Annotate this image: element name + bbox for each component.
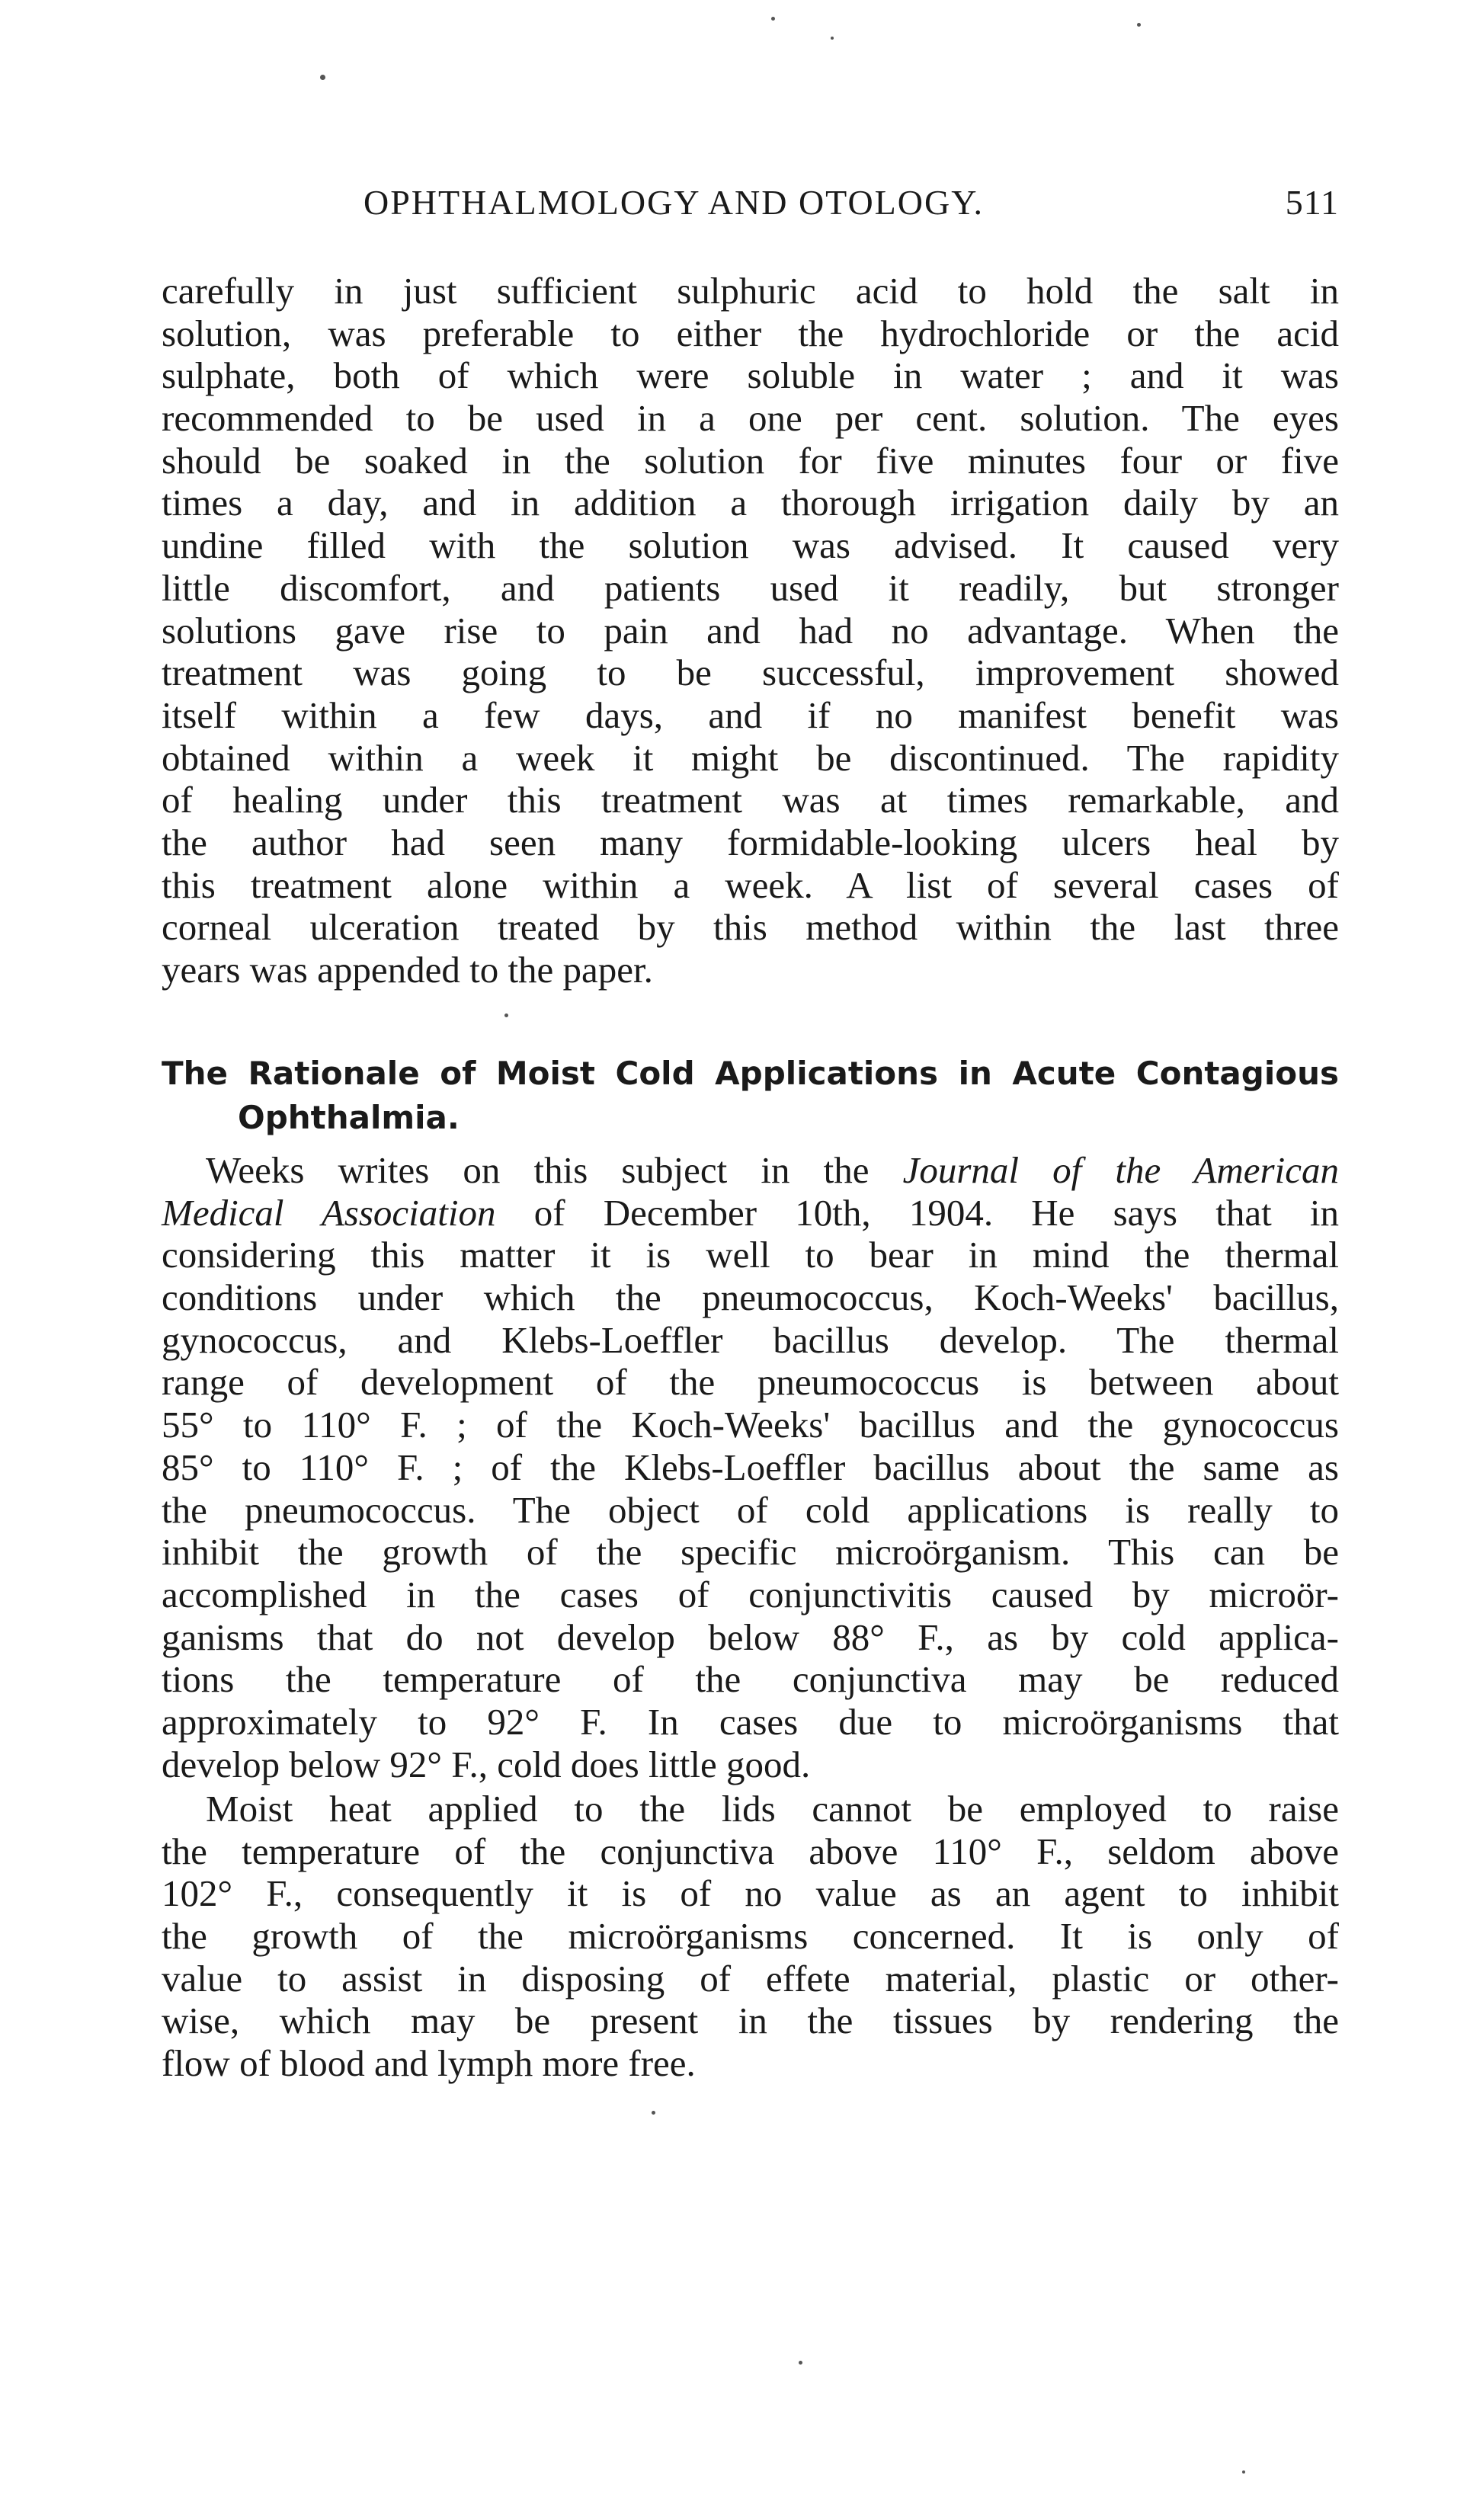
text-run: of December 10th, 1904. He says that in bbox=[495, 1191, 1339, 1234]
text-run: Weeks writes on this subject in the bbox=[206, 1149, 903, 1191]
print-speck bbox=[652, 2111, 655, 2115]
text-line: the growth of the microörganisms concerned. It is only of bbox=[162, 1915, 1339, 1958]
text-line: obtained within a week it might be discontinued. The rapidity bbox=[162, 736, 1339, 779]
text-line: the pneumococcus. The object of cold applications is really to bbox=[162, 1488, 1339, 1531]
text-line: should be soaked in the solution for five minutes four or five bbox=[162, 439, 1339, 482]
text-line: accomplished in the cases of conjunctivitis caused by microör- bbox=[162, 1573, 1339, 1615]
paragraph-continued bbox=[162, 270, 1339, 991]
text-line: solutions gave rise to pain and had no advantage. When the bbox=[162, 609, 1339, 652]
text-line: 85° to 110° F. ; of the Klebs-Loeffler bacillus about the same as bbox=[162, 1446, 1339, 1488]
text-line: the author had seen many formidable-looking ulcers heal by bbox=[162, 821, 1339, 863]
text-line: conditions under which the pneumococcus, Koch-Weeks' bacillus, bbox=[162, 1276, 1339, 1319]
journal-title: Journal of the American bbox=[902, 1149, 1339, 1191]
page-number: 511 bbox=[1285, 183, 1339, 222]
text-line: flow of blood and lymph more free. bbox=[162, 2042, 696, 2085]
section-heading-line: Ophthalmia. bbox=[238, 1099, 460, 1136]
text-line: years was appended to the paper. bbox=[162, 949, 653, 991]
print-speck bbox=[1242, 2470, 1245, 2474]
text-line: treatment was going to be successful, improvement showed bbox=[162, 652, 1339, 694]
running-head-title: OPHTHALMOLOGY AND OTOLOGY. bbox=[363, 183, 984, 222]
text-line: 55° to 110° F. ; of the Koch-Weeks' bacillus and the gynococcus bbox=[162, 1404, 1339, 1446]
print-speck bbox=[771, 17, 775, 21]
text-line: wise, which may be present in the tissues by rendering the bbox=[162, 2000, 1339, 2042]
text-line: this treatment alone within a week. A list of several cases of bbox=[162, 863, 1339, 906]
paragraph bbox=[162, 1149, 1339, 1785]
text-line: inhibit the growth of the specific microörganism. This can be bbox=[162, 1531, 1339, 1574]
text-line bbox=[162, 1149, 1339, 1192]
running-head bbox=[162, 180, 1339, 226]
print-speck bbox=[504, 1013, 508, 1017]
text-line: develop below 92° F., cold does little good. bbox=[162, 1743, 811, 1785]
text-line: considering this matter it is well to bear in mind the thermal bbox=[162, 1234, 1339, 1276]
text-line: little discomfort, and patients used it readily, but stronger bbox=[162, 566, 1339, 609]
text-line: itself within a few days, and if no manifest benefit was bbox=[162, 693, 1339, 736]
text-line: recommended to be used in a one per cent. solution. The eyes bbox=[162, 397, 1339, 440]
text-line: gynococcus, and Klebs-Loeffler bacillus develop. The thermal bbox=[162, 1318, 1339, 1361]
text-line: undine filled with the solution was advised. It caused very bbox=[162, 524, 1339, 567]
text-line: approximately to 92° F. In cases due to microörganisms that bbox=[162, 1700, 1339, 1743]
text-line: the temperature of the conjunctiva above 110° F., seldom above bbox=[162, 1830, 1339, 1872]
text-line: times a day, and in addition a thorough irrigation daily by an bbox=[162, 482, 1339, 524]
text-line: corneal ulceration treated by this method within the last three bbox=[162, 906, 1339, 949]
text-line: ganisms that do not develop below 88° F., as by cold applica- bbox=[162, 1615, 1339, 1658]
text-line: solution, was preferable to either the hydrochloride or the acid bbox=[162, 312, 1339, 354]
text-line: Moist heat applied to the lids cannot be employed to raise bbox=[206, 1788, 1339, 1830]
section-heading bbox=[162, 1052, 1339, 1140]
journal-title: Medical Association bbox=[162, 1191, 496, 1234]
section-heading-line: The Rationale of Moist Cold Applications in Acute Contagious bbox=[162, 1055, 1339, 1092]
print-speck bbox=[831, 37, 834, 40]
text-line: carefully in just sufficient sulphuric acid to hold the salt in bbox=[162, 270, 1339, 312]
print-speck bbox=[799, 2361, 802, 2365]
text-line: range of development of the pneumococcus is between about bbox=[162, 1361, 1339, 1404]
text-line: sulphate, both of which were soluble in water ; and it was bbox=[162, 354, 1339, 397]
text-line: value to assist in disposing of effete material, plastic or other- bbox=[162, 1957, 1339, 2000]
text-line: tions the temperature of the conjunctiva may be reduced bbox=[162, 1658, 1339, 1701]
text-line bbox=[162, 1192, 1339, 1234]
paragraph bbox=[162, 1788, 1339, 2085]
text-line: 102° F., consequently it is of no value as an agent to inhibit bbox=[162, 1872, 1339, 1915]
print-speck bbox=[320, 75, 325, 80]
text-line: of healing under this treatment was at times remarkable, and bbox=[162, 779, 1339, 821]
print-speck bbox=[1137, 23, 1141, 27]
